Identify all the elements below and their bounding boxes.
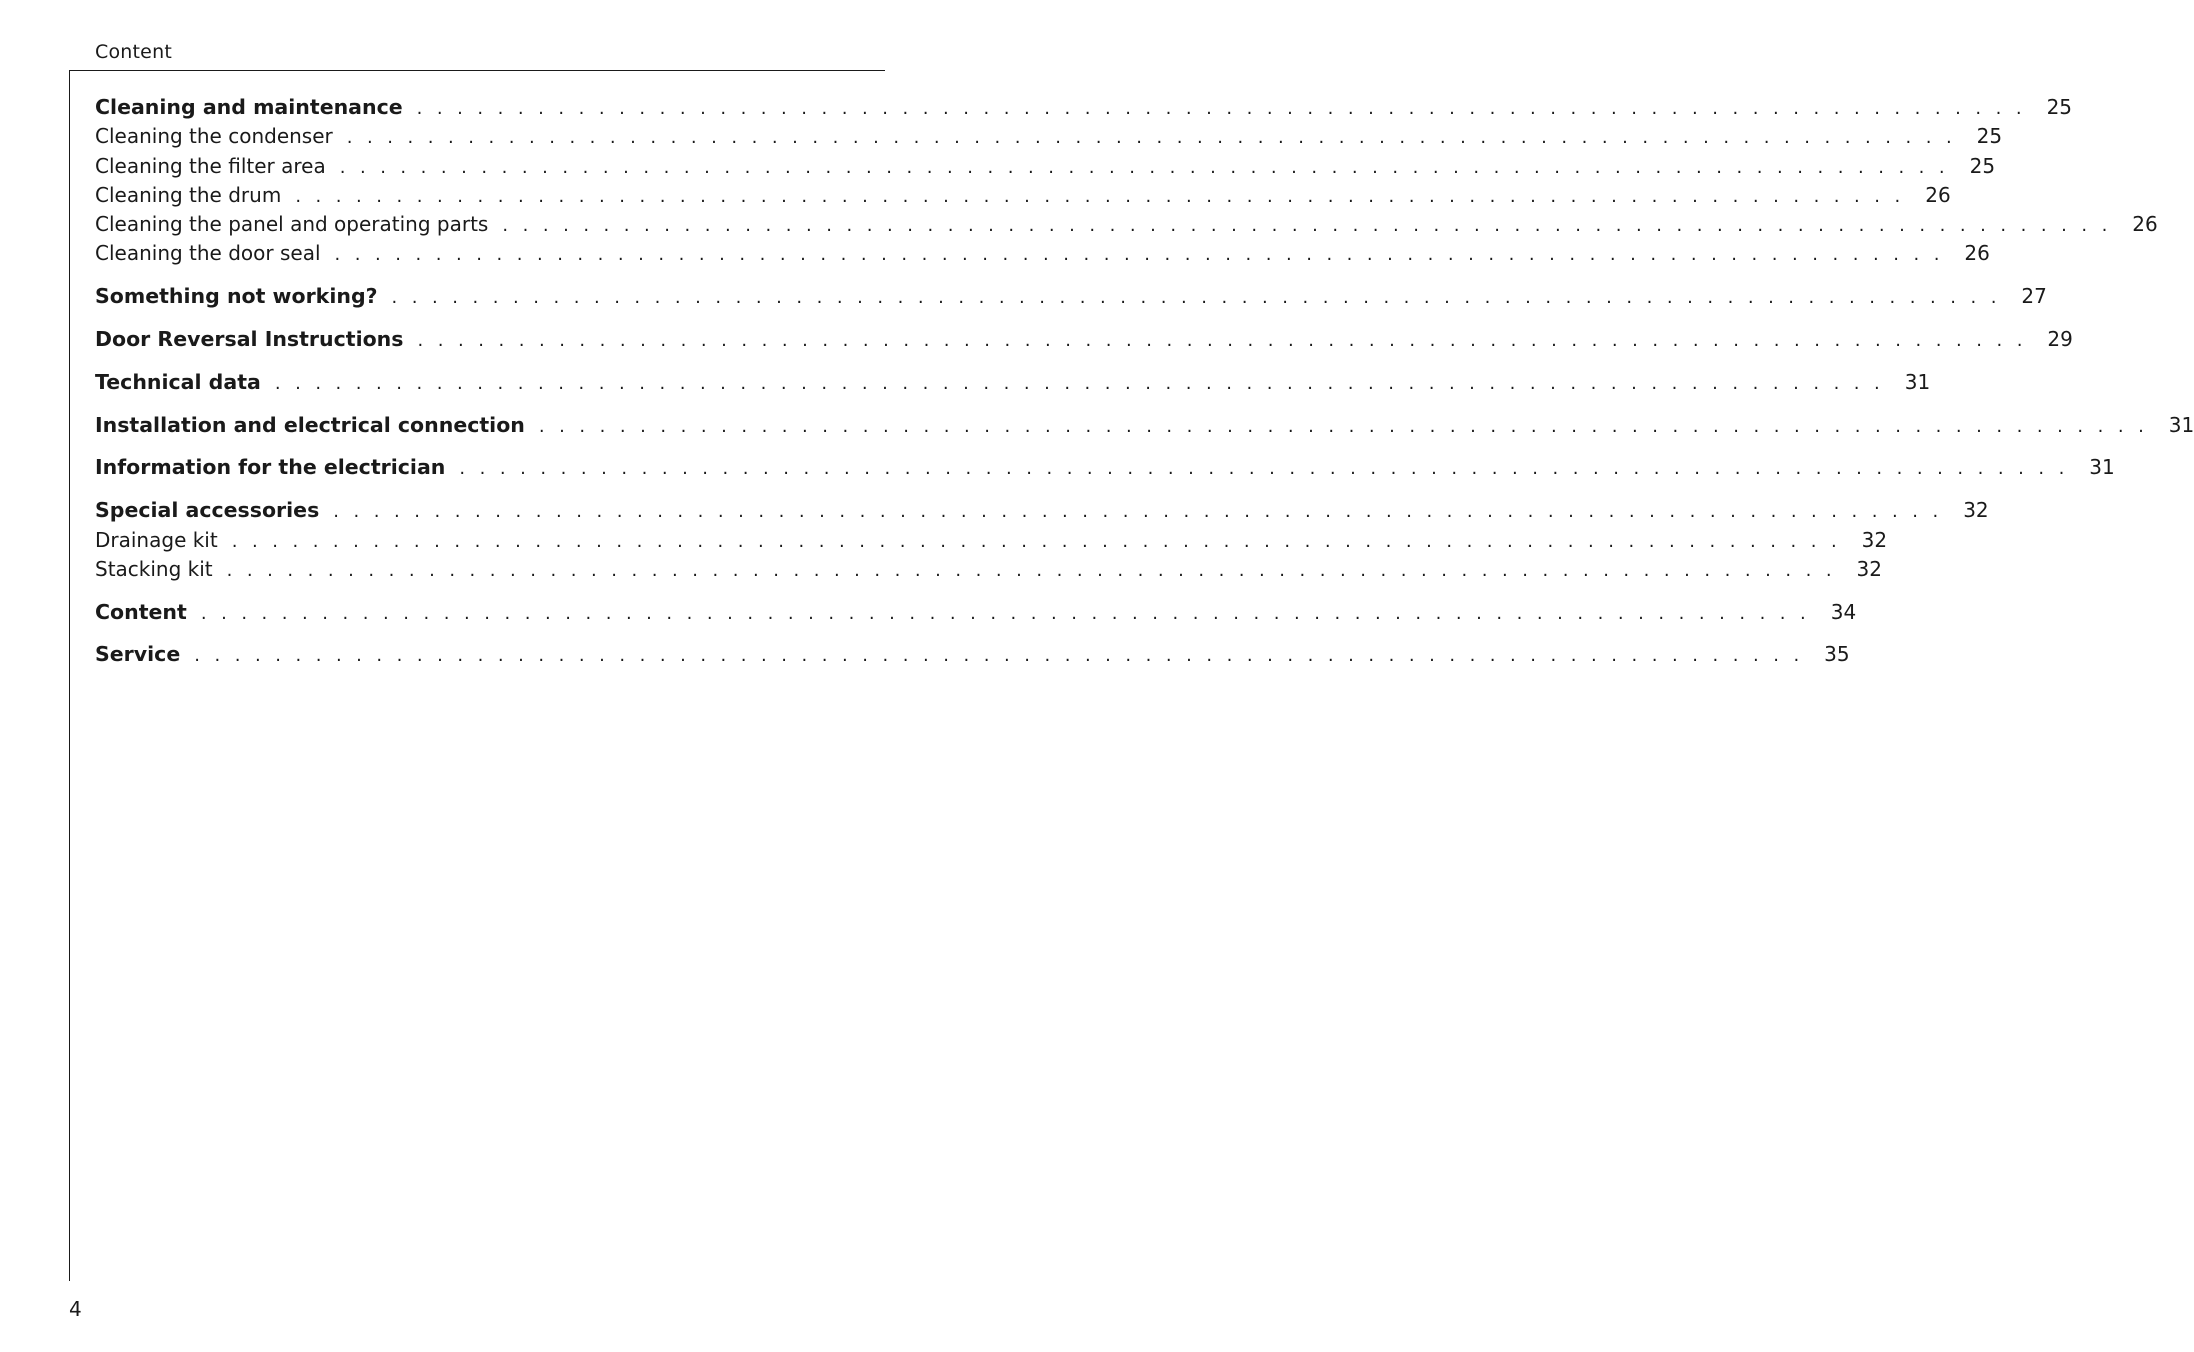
toc-entry-page: 32	[1963, 498, 1989, 523]
dot-leader: . . . . . . . . . . . . . . . . . . . . . . . . . . . . . . . . . . . . . . . . . . . . . . . . . . . . . . . . . . . . . . . . . . . . . . . . . . . . . . . .	[274, 372, 1885, 394]
toc-section-entry[interactable]	[95, 284, 2047, 313]
dot-leader: . . . . . . . . . . . . . . . . . . . . . . . . . . . . . . . . . . . . . . . . . . . . . . . . . . . . . . . . . . . . . . . . . . . . . . . . . . . . . . . .	[416, 98, 2027, 119]
toc-entry-page: 26	[2132, 212, 2158, 237]
toc-entry-title: Cleaning the door seal	[95, 241, 321, 266]
toc-section-entry[interactable]	[95, 412, 2194, 442]
toc-subsection-entry[interactable]	[95, 527, 1888, 557]
toc-entry-page: 25	[1976, 124, 2003, 149]
dot-leader: . . . . . . . . . . . . . . . . . . . . . . . . . . . . . . . . . . . . . . . . . . . . . . . . . . . . . . . . . . . . . . . . . . . . . . . . . . . . . . . .	[200, 602, 1811, 624]
dot-leader: . . . . . . . . . . . . . . . . . . . . . . . . . . . . . . . . . . . . . . . . . . . . . . . . . . . . . . . . . . . . . . . . . . . . . . . . . . . . . . . .	[538, 415, 2149, 437]
dot-leader: . . . . . . . . . . . . . . . . . . . . . . . . . . . . . . . . . . . . . . . . . . . . . . . . . . . . . . . . . . . . . . . . . . . . . . . . . . . . . . . .	[346, 127, 1957, 149]
toc-section-entry[interactable]	[95, 327, 2073, 356]
dot-leader: . . . . . . . . . . . . . . . . . . . . . . . . . . . . . . . . . . . . . . . . . . . . . . . . . . . . . . . . . . . . . . . . . . . . . . . . . . . . . . . .	[194, 645, 1804, 667]
header-rule	[69, 70, 885, 71]
margin-rule	[69, 70, 70, 1281]
toc-entry-title: Content	[95, 599, 187, 624]
dot-leader: . . . . . . . . . . . . . . . . . . . . . . . . . . . . . . . . . . . . . . . . . . . . . . . . . . . . . . . . . . . . . . . . . . . . . . . . . . . . . . . .	[334, 244, 1944, 266]
toc-section-entry[interactable]	[95, 369, 1931, 399]
dot-leader: . . . . . . . . . . . . . . . . . . . . . . . . . . . . . . . . . . . . . . . . . . . . . . . . . . . . . . . . . . . . . . . . . . . . . . . . . . . . . . . .	[339, 156, 1950, 178]
toc-entry-title: Service	[95, 642, 181, 667]
table-of-contents	[95, 95, 2194, 672]
toc-subsection-entry[interactable]	[95, 556, 1882, 586]
toc-entry-page: 26	[1964, 241, 1990, 266]
toc-entry-page: 26	[1925, 182, 1951, 207]
toc-entry-title: Stacking kit	[95, 556, 213, 581]
toc-section-entry[interactable]	[95, 642, 1850, 671]
toc-subsection-entry[interactable]	[95, 182, 1951, 212]
toc-entry-title: Drainage kit	[95, 527, 218, 552]
toc-entry-page: 32	[1856, 556, 1882, 581]
toc-entry-title: Something not working?	[95, 284, 378, 309]
dot-leader: . . . . . . . . . . . . . . . . . . . . . . . . . . . . . . . . . . . . . . . . . . . . . . . . . . . . . . . . . . . . . . . . . . . . . . . . . . . . . . . .	[231, 530, 1842, 552]
toc-section-entry[interactable]	[95, 95, 2073, 124]
page-number: 4	[69, 1297, 82, 1321]
toc-entry-page: 35	[1824, 642, 1850, 667]
toc-entry-page: 25	[1969, 153, 1996, 178]
toc-entry-title: Door Reversal Instructions	[95, 327, 404, 352]
dot-leader: . . . . . . . . . . . . . . . . . . . . . . . . . . . . . . . . . . . . . . . . . . . . . . . . . . . . . . . . . . . . . . . . . . . . . . . . . . . . . . . .	[391, 287, 2001, 309]
toc-entry-page: 31	[1904, 369, 1931, 394]
toc-entry-title: Cleaning the panel and operating parts	[95, 212, 489, 237]
toc-section-entry[interactable]	[95, 599, 1857, 629]
running-header: Content	[95, 41, 172, 63]
dot-leader: . . . . . . . . . . . . . . . . . . . . . . . . . . . . . . . . . . . . . . . . . . . . . . . . . . . . . . . . . . . . . . . . . . . . . . . . . . . . . . . .	[295, 185, 1905, 207]
toc-entry-page: 25	[2046, 95, 2073, 119]
toc-entry-title: Cleaning the drum	[95, 182, 282, 207]
toc-entry-page: 34	[1830, 599, 1857, 624]
toc-entry-page: 29	[2047, 327, 2073, 352]
dot-leader: . . . . . . . . . . . . . . . . . . . . . . . . . . . . . . . . . . . . . . . . . . . . . . . . . . . . . . . . . . . . . . . . . . . . . . . . . . . . . . . .	[502, 215, 2112, 237]
toc-entry-title: Installation and electrical connection	[95, 412, 525, 437]
toc-section-entry[interactable]	[95, 455, 2115, 484]
toc-entry-page: 31	[2168, 412, 2194, 437]
toc-entry-page: 31	[2089, 455, 2115, 480]
dot-leader: . . . . . . . . . . . . . . . . . . . . . . . . . . . . . . . . . . . . . . . . . . . . . . . . . . . . . . . . . . . . . . . . . . . . . . . . . . . . . . . .	[226, 559, 1836, 581]
toc-entry-title: Cleaning the filter area	[95, 153, 326, 178]
toc-entry-title: Special accessories	[95, 498, 320, 523]
dot-leader: . . . . . . . . . . . . . . . . . . . . . . . . . . . . . . . . . . . . . . . . . . . . . . . . . . . . . . . . . . . . . . . . . . . . . . . . . . . . . . . .	[459, 458, 2069, 480]
dot-leader: . . . . . . . . . . . . . . . . . . . . . . . . . . . . . . . . . . . . . . . . . . . . . . . . . . . . . . . . . . . . . . . . . . . . . . . . . . . . . . . .	[333, 501, 1943, 523]
toc-entry-title: Cleaning the condenser	[95, 124, 333, 149]
toc-entry-title: Cleaning and maintenance	[95, 95, 403, 119]
toc-subsection-entry[interactable]	[95, 241, 1990, 270]
toc-subsection-entry[interactable]	[95, 212, 2158, 241]
dot-leader: . . . . . . . . . . . . . . . . . . . . . . . . . . . . . . . . . . . . . . . . . . . . . . . . . . . . . . . . . . . . . . . . . . . . . . . . . . . . . . . .	[417, 330, 2027, 352]
toc-subsection-entry[interactable]	[95, 153, 1996, 183]
toc-section-entry[interactable]	[95, 498, 1989, 527]
toc-entry-title: Information for the electrician	[95, 455, 446, 480]
toc-entry-title: Technical data	[95, 369, 261, 394]
toc-entry-page: 32	[1861, 527, 1888, 552]
toc-subsection-entry[interactable]	[95, 124, 2003, 153]
toc-entry-page: 27	[2021, 284, 2047, 309]
